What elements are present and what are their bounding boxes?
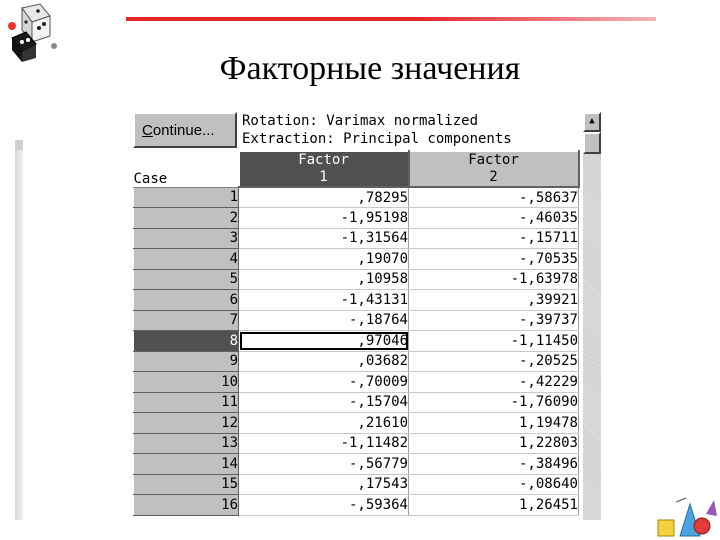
extraction-info: Extraction: Principal components xyxy=(242,131,512,147)
factor1-column-header[interactable] xyxy=(239,151,409,187)
table-row[interactable] xyxy=(134,392,579,413)
factor2-cell[interactable]: -,70535 xyxy=(409,249,579,270)
factor1-header-number: 1 xyxy=(319,169,328,185)
factor2-cell[interactable]: -,38496 xyxy=(409,454,579,475)
case-number[interactable]: 3 xyxy=(134,228,239,249)
table-row[interactable] xyxy=(134,208,579,229)
factor2-cell[interactable]: -,08640 xyxy=(409,474,579,495)
table-header-row xyxy=(134,151,579,187)
case-number[interactable]: 4 xyxy=(134,249,239,270)
window-header xyxy=(133,112,581,150)
decorative-side-bar xyxy=(15,140,23,520)
table-row[interactable] xyxy=(134,433,579,454)
case-number[interactable]: 10 xyxy=(134,372,239,393)
case-number[interactable]: 16 xyxy=(134,495,239,516)
table-row[interactable] xyxy=(134,331,579,352)
scroll-up-arrow-icon[interactable]: ▲ xyxy=(583,112,601,132)
case-number[interactable]: 1 xyxy=(134,187,239,208)
table-row[interactable] xyxy=(134,228,579,249)
table-row[interactable] xyxy=(134,474,579,495)
factor1-cell[interactable]: ,97046 xyxy=(239,331,409,352)
factor1-cell[interactable]: ,17543 xyxy=(239,474,409,495)
case-number[interactable]: 11 xyxy=(134,392,239,413)
factor1-cell[interactable]: -1,11482 xyxy=(239,433,409,454)
factor1-cell[interactable]: -,56779 xyxy=(239,454,409,475)
case-number[interactable]: 15 xyxy=(134,474,239,495)
factor2-cell[interactable]: 1,19478 xyxy=(409,413,579,434)
table-row[interactable] xyxy=(134,269,579,290)
table-row[interactable] xyxy=(134,310,579,331)
factor1-header-label: Factor xyxy=(298,152,349,168)
factor2-header-number: 2 xyxy=(489,169,498,185)
factor2-cell[interactable]: 1,26451 xyxy=(409,495,579,516)
continue-button-label: Continue... xyxy=(142,121,215,139)
factor1-cell[interactable]: -,59364 xyxy=(239,495,409,516)
factor2-cell[interactable]: -1,11450 xyxy=(409,331,579,352)
case-number[interactable]: 2 xyxy=(134,208,239,229)
vertical-scrollbar[interactable] xyxy=(583,112,601,520)
factor2-header-label: Factor xyxy=(468,152,519,168)
factor2-cell[interactable]: -,58637 xyxy=(409,187,579,208)
table-row[interactable] xyxy=(134,454,579,475)
factor2-column-header[interactable] xyxy=(409,151,579,187)
case-number[interactable]: 9 xyxy=(134,351,239,372)
factor2-cell[interactable]: 1,22803 xyxy=(409,433,579,454)
factor2-cell[interactable]: -,46035 xyxy=(409,208,579,229)
factor1-cell[interactable]: ,10958 xyxy=(239,269,409,290)
factor2-cell[interactable]: -1,76090 xyxy=(409,392,579,413)
table-row[interactable] xyxy=(134,187,579,208)
table-row[interactable] xyxy=(134,249,579,270)
case-number[interactable]: 6 xyxy=(134,290,239,311)
decorative-side-bar-top xyxy=(15,140,23,150)
factor2-cell[interactable]: -,20525 xyxy=(409,351,579,372)
table-row[interactable] xyxy=(134,495,579,516)
case-number[interactable]: 8 xyxy=(134,331,239,352)
factor1-cell[interactable]: ,03682 xyxy=(239,351,409,372)
results-window xyxy=(133,112,601,520)
factor1-cell[interactable]: -,70009 xyxy=(239,372,409,393)
factor-scores-table xyxy=(133,150,580,516)
case-number[interactable]: 12 xyxy=(134,413,239,434)
case-number[interactable]: 13 xyxy=(134,433,239,454)
factor2-cell[interactable]: -1,63978 xyxy=(409,269,579,290)
table-body xyxy=(134,187,579,515)
case-number[interactable]: 7 xyxy=(134,310,239,331)
factor1-cell[interactable]: ,19070 xyxy=(239,249,409,270)
rotation-info: Rotation: Varimax normalized xyxy=(242,113,479,129)
factor1-cell[interactable]: ,21610 xyxy=(239,413,409,434)
title-accent-line xyxy=(126,17,656,21)
factor1-cell[interactable]: ,78295 xyxy=(239,187,409,208)
factor1-cell[interactable]: -1,95198 xyxy=(239,208,409,229)
factor2-cell[interactable]: -,42229 xyxy=(409,372,579,393)
page-title: Факторные значения xyxy=(219,50,521,87)
factor1-cell[interactable]: -,18764 xyxy=(239,310,409,331)
factor2-cell[interactable]: -,15711 xyxy=(409,228,579,249)
continue-button[interactable] xyxy=(133,112,237,148)
factor2-cell[interactable]: ,39921 xyxy=(409,290,579,311)
table-row[interactable] xyxy=(134,413,579,434)
case-number[interactable]: 5 xyxy=(134,269,239,290)
scrollbar-thumb[interactable] xyxy=(583,132,601,154)
factor2-cell[interactable]: -,39737 xyxy=(409,310,579,331)
case-column-header[interactable]: Case xyxy=(134,151,239,187)
factor1-cell[interactable]: -1,43131 xyxy=(239,290,409,311)
table-row[interactable] xyxy=(134,372,579,393)
table-row[interactable] xyxy=(134,351,579,372)
geometric-shapes-icon xyxy=(656,496,718,538)
case-number[interactable]: 14 xyxy=(134,454,239,475)
factor1-cell[interactable]: -,15704 xyxy=(239,392,409,413)
factor1-cell[interactable]: -1,31564 xyxy=(239,228,409,249)
table-row[interactable] xyxy=(134,290,579,311)
